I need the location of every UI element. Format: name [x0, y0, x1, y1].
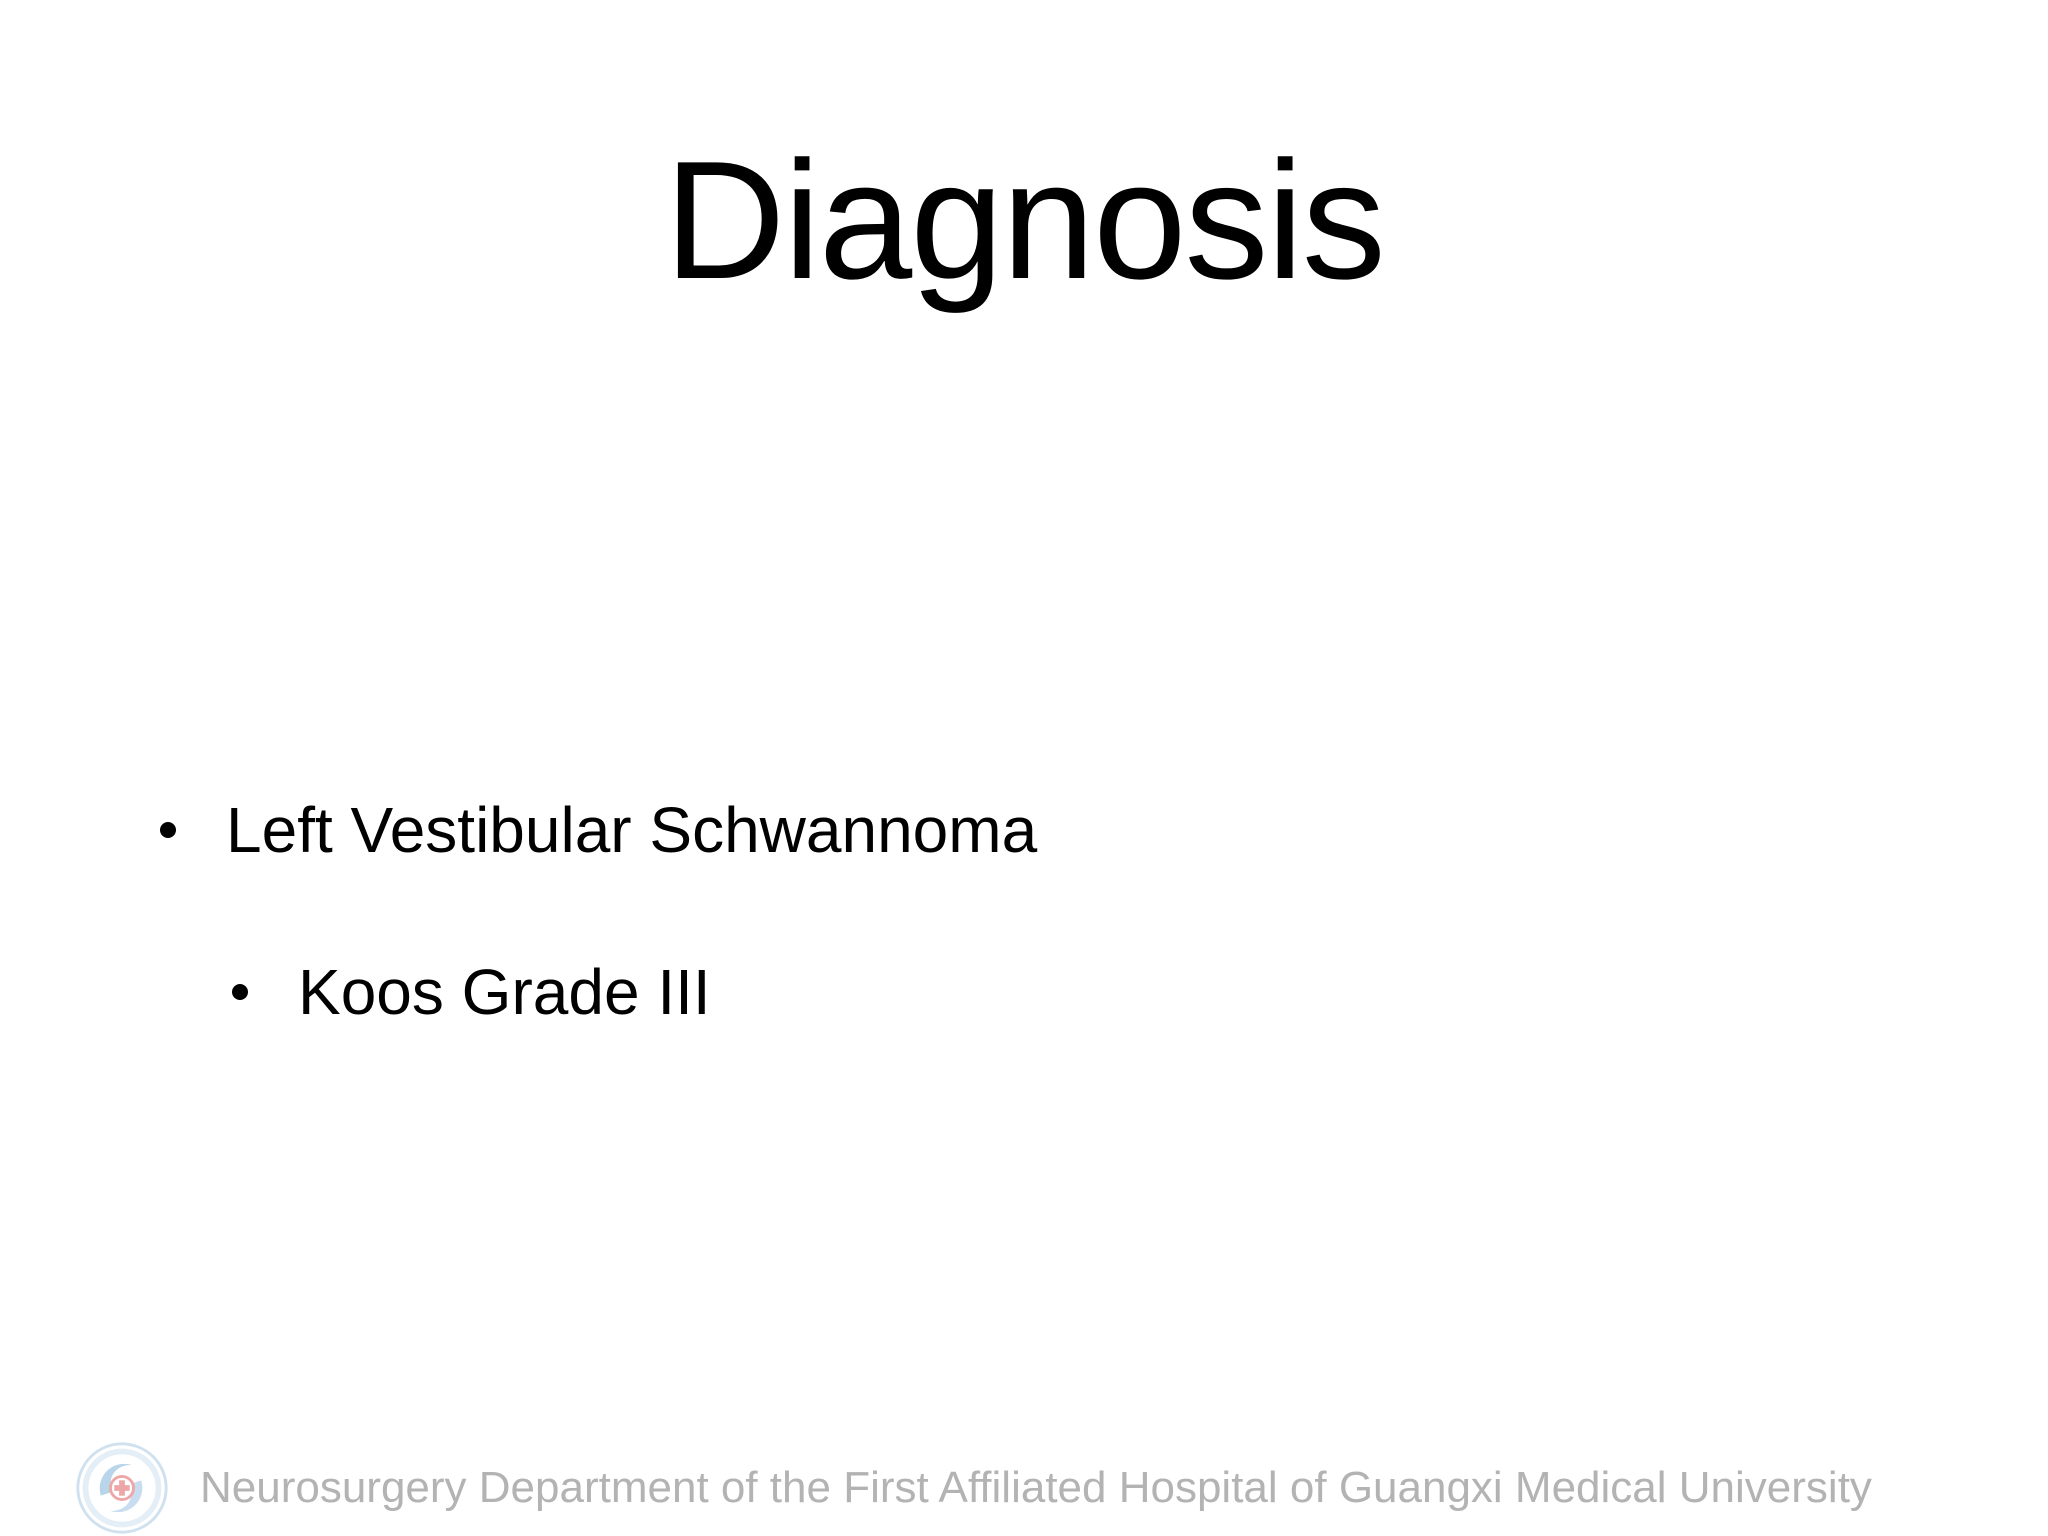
footer: [74, 1432, 1872, 1536]
bullet-item-level-2: [232, 952, 711, 1032]
hospital-logo-icon: [74, 1440, 170, 1536]
bullet-item-level-1: [160, 790, 1037, 870]
bullet-text: Koos Grade III: [298, 956, 711, 1028]
bullet-dot-icon: [232, 984, 248, 1000]
footer-text: Neurosurgery Department of the First Affiliated Hospital of Guangxi Medical University: [200, 1463, 1872, 1512]
bullet-text: Left Vestibular Schwannoma: [226, 794, 1038, 866]
slide-title: Diagnosis: [664, 126, 1384, 314]
bullet-dot-icon: [160, 822, 176, 838]
